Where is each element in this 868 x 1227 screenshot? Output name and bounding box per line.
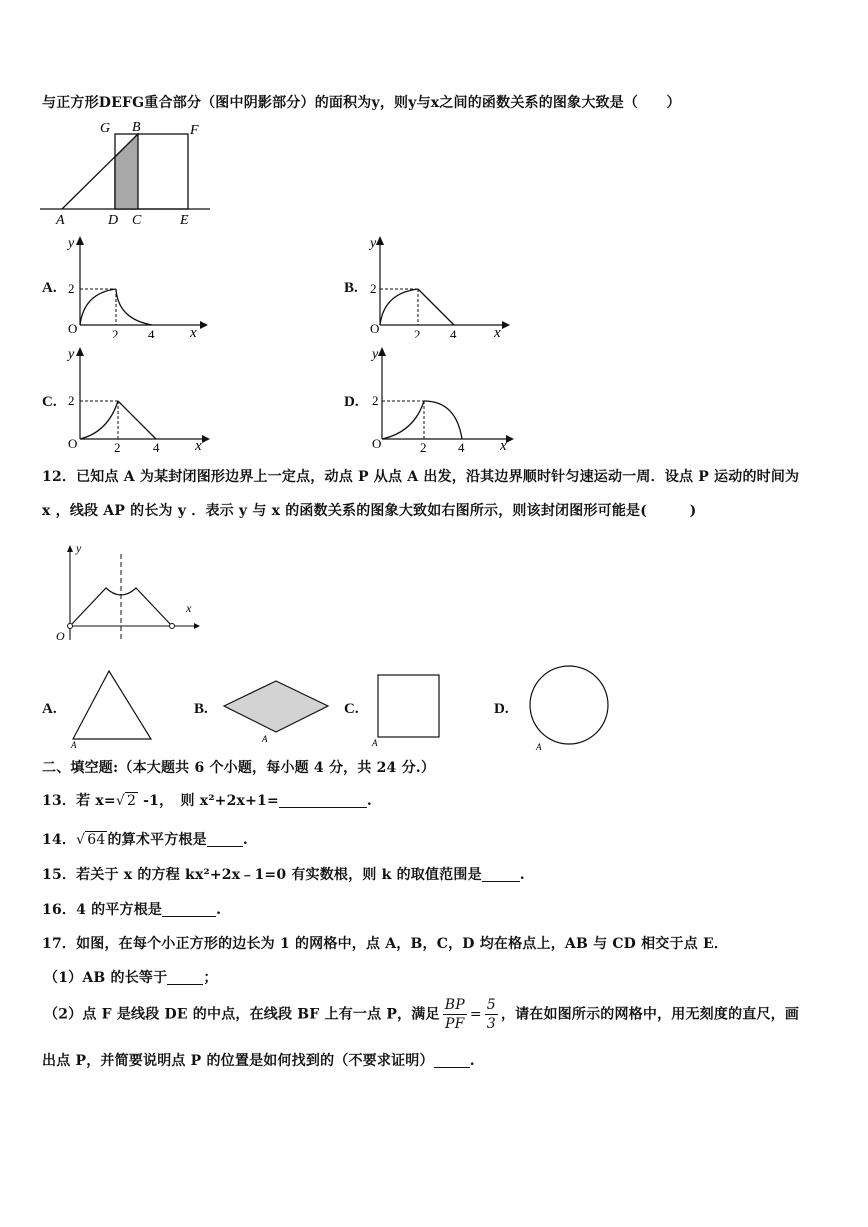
q13-radicand: 2 bbox=[126, 793, 137, 809]
q12-option-b-letter[interactable]: B. bbox=[194, 701, 208, 717]
q17-part1-suffix: ； bbox=[203, 970, 218, 986]
q12-rhombus bbox=[220, 676, 332, 746]
q11d-tick2x: 2 bbox=[420, 440, 427, 454]
q11-option-a-letter[interactable]: A. bbox=[42, 280, 57, 296]
q12-graph bbox=[48, 540, 208, 645]
q14-suffix: . bbox=[242, 832, 248, 848]
q13-answer-blank[interactable] bbox=[279, 793, 367, 808]
q13: 13．若 x=√ 2 -1， 则 x²+2x+1= . bbox=[42, 793, 372, 809]
q11c-tick4x: 4 bbox=[153, 440, 160, 454]
q12b-vertex: A bbox=[262, 734, 268, 744]
q11b-yaxis: y bbox=[370, 236, 377, 251]
q11a-xaxis: x bbox=[190, 325, 197, 338]
q11-figure bbox=[38, 118, 218, 230]
q12c-vertex: A bbox=[372, 738, 378, 748]
q11d-tick4x: 4 bbox=[458, 440, 465, 454]
q17-part2-line2-text: 出点 P，并简要说明点 P 的位置是如何找到的（不要求证明） bbox=[42, 1053, 434, 1069]
q11-stem: 与正方形DEFG重合部分（图中阴影部分）的面积为y，则y与x之间的函数关系的图象大致是（ ） bbox=[42, 95, 681, 111]
q12-option-c-letter[interactable]: C. bbox=[344, 701, 359, 717]
q12-yaxis: y bbox=[76, 541, 82, 555]
q12-stem-line2: x ，线段 AP 的长为 y ．表示 y 与 x 的函数关系的图象大致如右图所示，则该封闭图形可能是( ) bbox=[42, 503, 697, 519]
q14-text: 的算术平方根是 bbox=[107, 832, 207, 848]
label-E: E bbox=[180, 213, 189, 228]
q11b-xaxis: x bbox=[494, 325, 501, 338]
q11-option-d-graph bbox=[364, 344, 519, 454]
q15-answer-blank[interactable] bbox=[482, 867, 520, 882]
q17-part2-post: ，请在如图所示的网格中，用无刻度的直尺，画 bbox=[500, 1006, 800, 1023]
q11c-tick2x: 2 bbox=[114, 440, 121, 454]
q12-origin: O bbox=[56, 629, 65, 643]
q11-option-a-graph bbox=[60, 233, 210, 338]
q11b-tick2x: 2 bbox=[414, 327, 421, 338]
q11c-tick2y: 2 bbox=[68, 393, 75, 408]
q11d-yaxis: y bbox=[372, 347, 379, 362]
q17-fraction-bp-pf: $\frac{BP}{PF}$ bbox=[444, 997, 465, 1032]
q12-stem-line1: 12．已知点 A 为某封闭图形边界上一定点，动点 P 从点 A 出发，沿其边界顺时针匀速运动一周．设点 P 运动的时间为 bbox=[42, 469, 800, 485]
q12-square bbox=[370, 670, 446, 750]
q16-text: 16．4 的平方根是 bbox=[42, 902, 163, 918]
q12-option-d-letter[interactable]: D. bbox=[494, 701, 509, 717]
q11d-origin: O bbox=[372, 436, 382, 451]
q11-option-c-letter[interactable]: C. bbox=[42, 394, 57, 410]
q17-part1-blank[interactable] bbox=[167, 970, 203, 985]
q17-part1 bbox=[44, 967, 218, 987]
q12a-vertex: A bbox=[71, 740, 77, 750]
q13-mid: -1， 则 x²+2x+1= bbox=[138, 793, 279, 809]
q14-answer-blank[interactable] bbox=[207, 832, 243, 847]
q11a-yaxis: y bbox=[68, 236, 75, 251]
q11c-yaxis: y bbox=[68, 347, 75, 362]
q13-suffix: . bbox=[366, 793, 372, 809]
q15-suffix: . bbox=[519, 867, 525, 883]
q14: 14．√ 64 的算术平方根是 . bbox=[42, 832, 248, 848]
q11-option-c-graph bbox=[60, 344, 215, 454]
q11b-tick2y: 2 bbox=[370, 281, 377, 296]
q12d-vertex: A bbox=[536, 742, 542, 752]
q11d-tick2y: 2 bbox=[372, 393, 379, 408]
q16-suffix: . bbox=[216, 902, 222, 918]
q11a-tick2x: 2 bbox=[112, 327, 119, 338]
q11b-origin: O bbox=[370, 321, 380, 336]
label-G: G bbox=[100, 121, 111, 136]
q17-stem: 17．如图，在每个小正方形的边长为 1 的网格中，点 A，B，C，D 均在格点上，AB 与 CD 相交于点 E． bbox=[42, 936, 729, 952]
q17-part2-suffix: . bbox=[469, 1053, 475, 1069]
q12-circle bbox=[526, 662, 614, 752]
label-C: C bbox=[132, 213, 142, 228]
label-F: F bbox=[190, 123, 199, 138]
label-B: B bbox=[132, 120, 141, 135]
q17-part2-line2 bbox=[42, 1050, 475, 1070]
q11d-xaxis: x bbox=[500, 438, 507, 454]
q15 bbox=[42, 864, 525, 884]
q17-part2-line1: （2）点 F 是线段 DE 的中点，在线段 BF 上有一点 P，满足 $\frac{BP}{PF}$ = $\frac{5}{3}$ ，请在如图所示的网格中，用无刻度的直尺，画 bbox=[44, 997, 800, 1032]
q12-triangle bbox=[68, 666, 158, 751]
q11a-tick2y: 2 bbox=[68, 281, 75, 296]
q13-prefix: 13．若 x= bbox=[42, 793, 116, 809]
q11-option-d-letter[interactable]: D. bbox=[344, 394, 359, 410]
q14-radicand: 64 bbox=[87, 832, 106, 848]
q17-part1-text: （1）AB 的长等于 bbox=[44, 970, 168, 986]
q11a-origin: O bbox=[68, 321, 78, 336]
q17-fraction-5-3: $\frac{5}{3}$ bbox=[486, 997, 496, 1032]
q11a-tick4x: 4 bbox=[148, 327, 155, 338]
q11c-origin: O bbox=[68, 436, 78, 451]
q16 bbox=[42, 899, 221, 919]
q12-option-a-letter[interactable]: A. bbox=[42, 701, 57, 717]
q17-part2-blank[interactable] bbox=[434, 1053, 470, 1068]
section2-heading: 二、填空题:（本大题共 6 个小题，每小题 4 分，共 24 分.） bbox=[42, 760, 436, 776]
q11-option-b-letter[interactable]: B. bbox=[344, 280, 358, 296]
q11-option-b-graph bbox=[364, 233, 514, 338]
label-D: D bbox=[108, 213, 119, 228]
q11b-tick4x: 4 bbox=[450, 327, 457, 338]
q11c-xaxis: x bbox=[195, 438, 202, 454]
q12-xaxis: x bbox=[186, 601, 192, 615]
q16-answer-blank[interactable] bbox=[162, 902, 216, 917]
q15-text: 15．若关于 x 的方程 kx²+2x﹣1=0 有实数根，则 k 的取值范围是 bbox=[42, 867, 482, 883]
q17-part2-pre: （2）点 F 是线段 DE 的中点，在线段 BF 上有一点 P，满足 bbox=[44, 1006, 440, 1023]
label-A: A bbox=[56, 213, 65, 228]
